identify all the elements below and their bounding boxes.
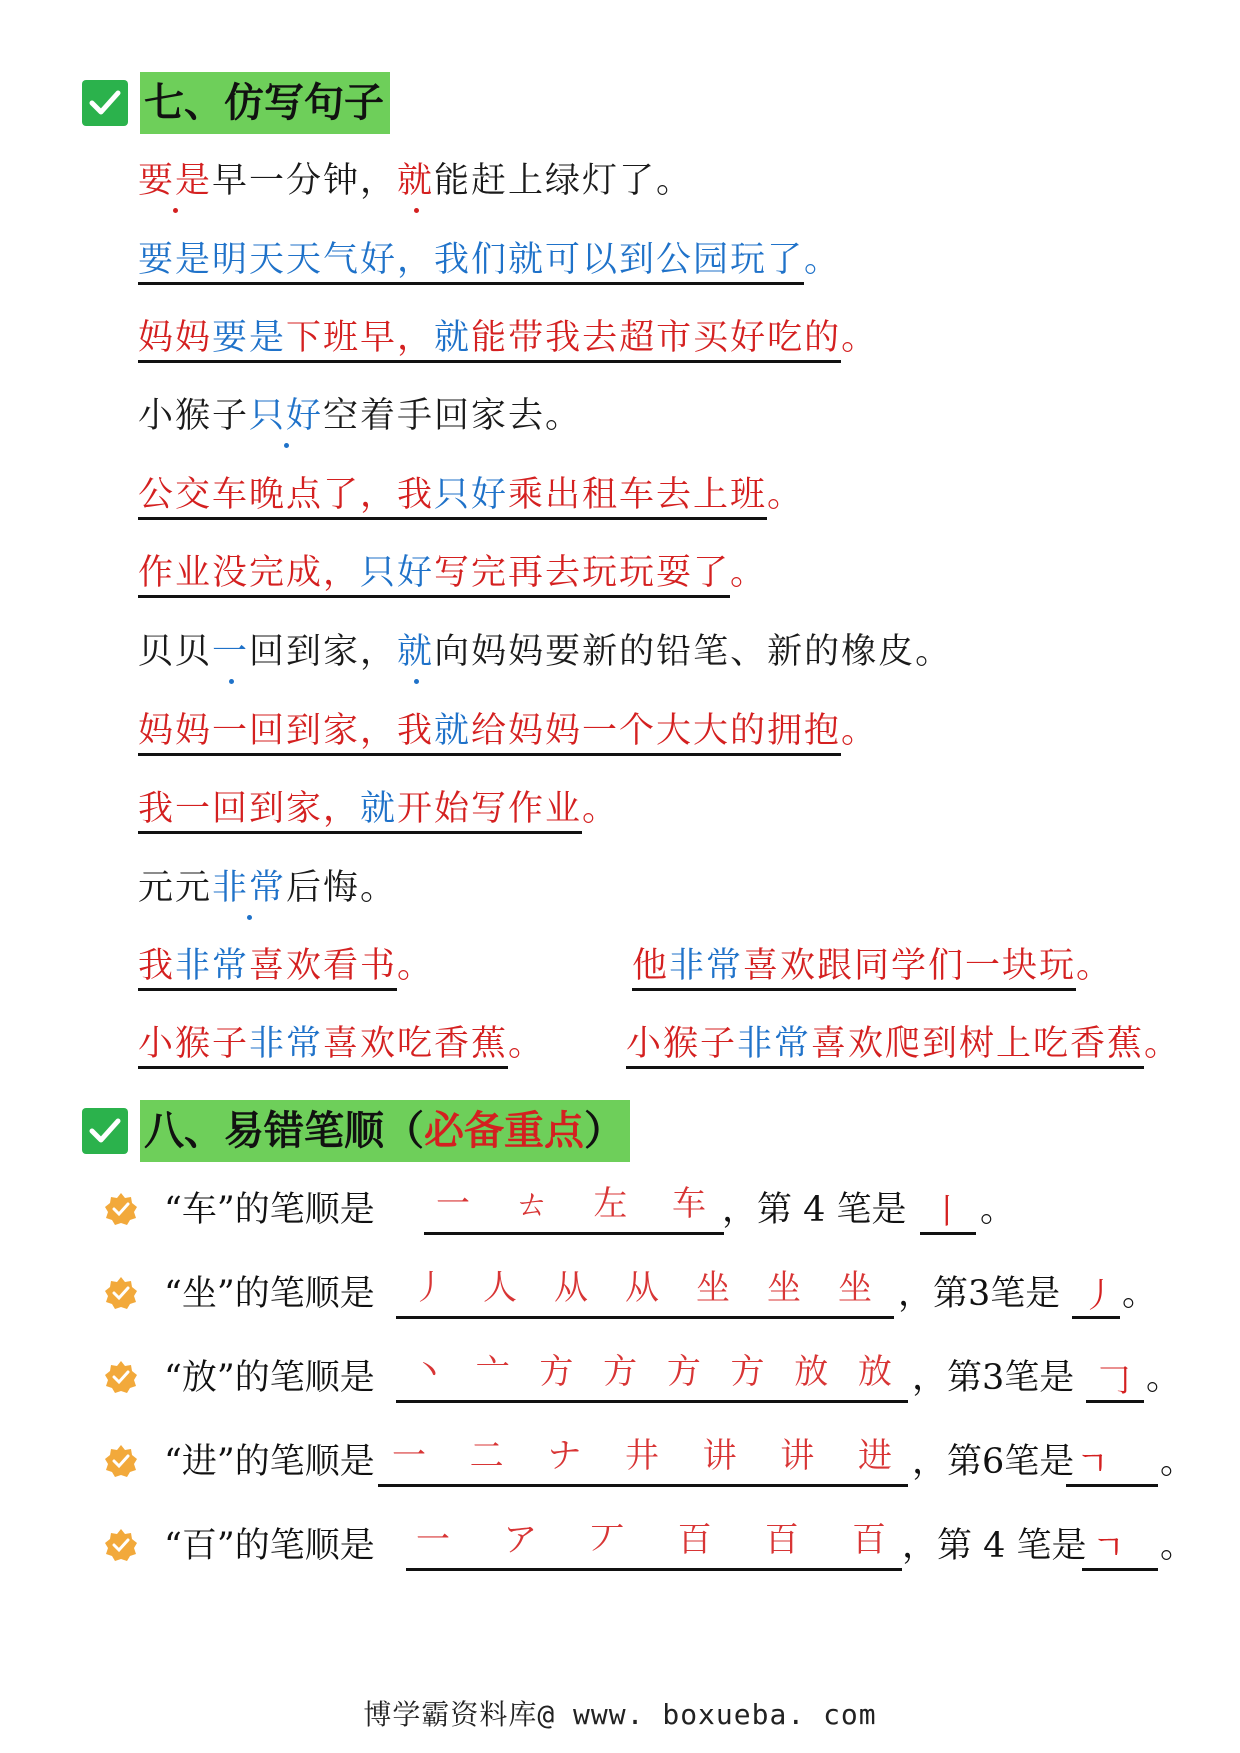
stroke-step: 放 bbox=[857, 1352, 892, 1392]
badge-icon bbox=[104, 1192, 138, 1226]
stroke-step: ナ bbox=[547, 1436, 582, 1476]
answer-sentence: 妈妈一回到家，我就给妈妈一个大大的拥抱。 bbox=[138, 705, 878, 757]
section-title: 八、易错笔顺（必备重点） bbox=[140, 1100, 630, 1162]
footer-watermark: 博学霸资料库@ www. boxueba. com bbox=[363, 1698, 877, 1731]
section-title: 七、仿写句子 bbox=[140, 72, 390, 134]
stroke-step: 一 bbox=[416, 1520, 450, 1560]
stroke-sequence bbox=[412, 1260, 872, 1309]
stroke-sequence bbox=[436, 1176, 706, 1225]
answer-sentence: 小猴子非常喜欢爬到树上吃香蕉。 bbox=[626, 1018, 1181, 1070]
answer-blank[interactable] bbox=[920, 1232, 976, 1235]
stroke-step: 百 bbox=[764, 1520, 799, 1560]
stroke-step: 百 bbox=[677, 1520, 712, 1560]
stroke-step: 放 bbox=[794, 1352, 829, 1392]
stroke-step: 从 bbox=[625, 1268, 659, 1308]
stroke-question-prefix: “百”的笔顺是 bbox=[164, 1526, 375, 1566]
stroke-question-end: 。 bbox=[1146, 1358, 1182, 1398]
stroke-step: 丶 bbox=[412, 1352, 446, 1392]
stroke-question-prefix: “车”的笔顺是 bbox=[164, 1190, 375, 1230]
stroke-step: 亠 bbox=[475, 1352, 510, 1392]
stroke-step: 方 bbox=[666, 1352, 701, 1392]
stroke-order-blank[interactable] bbox=[424, 1232, 724, 1235]
example-sentence: 小猴子只好空着手回家去。 bbox=[138, 390, 582, 442]
stroke-step: 丿 bbox=[412, 1268, 446, 1308]
answer-sentence: 他非常喜欢跟同学们一块玩。 bbox=[632, 940, 1113, 992]
stroke-step: 坐 bbox=[838, 1268, 872, 1308]
stroke-order-blank[interactable] bbox=[396, 1400, 908, 1403]
stroke-answer: 丨 bbox=[930, 1192, 964, 1232]
stroke-step: 丆 bbox=[590, 1520, 625, 1560]
answer-sentence: 我一回到家，就开始写作业。 bbox=[138, 783, 619, 835]
stroke-step: 坐 bbox=[767, 1268, 801, 1308]
stroke-question-mid: ，第 4 笔是 bbox=[902, 1526, 1087, 1566]
stroke-order-blank[interactable] bbox=[406, 1568, 902, 1571]
stroke-step: 人 bbox=[483, 1268, 517, 1308]
checkmark-icon bbox=[82, 80, 128, 126]
answer-blank[interactable] bbox=[1082, 1568, 1158, 1571]
answer-sentence: 要是明天天气好，我们就可以到公园玩了。 bbox=[138, 234, 841, 286]
stroke-answer: ㄱ bbox=[1076, 1444, 1109, 1484]
stroke-step: 讲 bbox=[702, 1436, 737, 1476]
stroke-step: 井 bbox=[624, 1436, 659, 1476]
badge-icon bbox=[104, 1528, 138, 1562]
stroke-step: ㄊ bbox=[514, 1184, 549, 1224]
stroke-step: 二 bbox=[469, 1436, 504, 1476]
answer-blank[interactable] bbox=[1086, 1400, 1144, 1403]
stroke-question-mid: ，第6笔是 bbox=[912, 1442, 1075, 1482]
stroke-question-end: 。 bbox=[980, 1190, 1016, 1230]
checkmark-icon bbox=[82, 1108, 128, 1154]
stroke-step: 一 bbox=[436, 1184, 470, 1224]
stroke-step: 进 bbox=[857, 1436, 892, 1476]
badge-icon bbox=[104, 1360, 138, 1394]
stroke-step: 方 bbox=[603, 1352, 638, 1392]
stroke-step: 百 bbox=[851, 1520, 886, 1560]
answer-sentence: 我非常喜欢看书。 bbox=[138, 940, 434, 992]
stroke-answer: 𠃌 bbox=[1096, 1360, 1130, 1400]
badge-icon bbox=[104, 1444, 138, 1478]
stroke-step: 从 bbox=[554, 1268, 588, 1308]
stroke-question-end: 。 bbox=[1160, 1442, 1196, 1482]
stroke-question-prefix: “放”的笔顺是 bbox=[164, 1358, 375, 1398]
stroke-step: 一 bbox=[392, 1436, 426, 1476]
stroke-question-mid: ，第3笔是 bbox=[898, 1274, 1061, 1314]
example-sentence: 元元非常后悔。 bbox=[138, 862, 397, 914]
stroke-order-blank[interactable] bbox=[378, 1484, 908, 1487]
stroke-sequence bbox=[416, 1512, 886, 1561]
stroke-question-mid: ，第 4 笔是 bbox=[722, 1190, 907, 1230]
stroke-step: ア bbox=[503, 1520, 538, 1560]
answer-blank[interactable] bbox=[1072, 1316, 1120, 1319]
stroke-step: 方 bbox=[730, 1352, 765, 1392]
answer-sentence: 作业没完成，只好写完再去玩玩耍了。 bbox=[138, 547, 767, 599]
stroke-sequence bbox=[412, 1344, 892, 1393]
stroke-step: 左 bbox=[593, 1184, 628, 1224]
stroke-question-mid: ，第3笔是 bbox=[912, 1358, 1075, 1398]
badge-icon bbox=[104, 1276, 138, 1310]
stroke-step: 车 bbox=[671, 1184, 706, 1224]
stroke-step: 坐 bbox=[696, 1268, 730, 1308]
answer-sentence: 小猴子非常喜欢吃香蕉。 bbox=[138, 1018, 545, 1070]
example-sentence: 贝贝一回到家，就向妈妈要新的铅笔、新的橡皮。 bbox=[138, 626, 952, 678]
stroke-question-prefix: “进”的笔顺是 bbox=[164, 1442, 375, 1482]
answer-sentence: 妈妈要是下班早，就能带我去超市买好吃的。 bbox=[138, 312, 878, 364]
stroke-step: 讲 bbox=[780, 1436, 815, 1476]
stroke-step: 方 bbox=[539, 1352, 574, 1392]
stroke-answer: ㄱ bbox=[1092, 1528, 1125, 1568]
stroke-question-prefix: “坐”的笔顺是 bbox=[164, 1274, 375, 1314]
stroke-question-end: 。 bbox=[1160, 1526, 1196, 1566]
answer-blank[interactable] bbox=[1066, 1484, 1158, 1487]
stroke-question-end: 。 bbox=[1122, 1274, 1158, 1314]
stroke-answer: 丿 bbox=[1082, 1276, 1116, 1316]
answer-sentence: 公交车晚点了，我只好乘出租车去上班。 bbox=[138, 469, 804, 521]
example-sentence: 要是早一分钟，就能赶上绿灯了。 bbox=[138, 155, 693, 207]
stroke-sequence bbox=[392, 1428, 892, 1477]
stroke-order-blank[interactable] bbox=[396, 1316, 894, 1319]
